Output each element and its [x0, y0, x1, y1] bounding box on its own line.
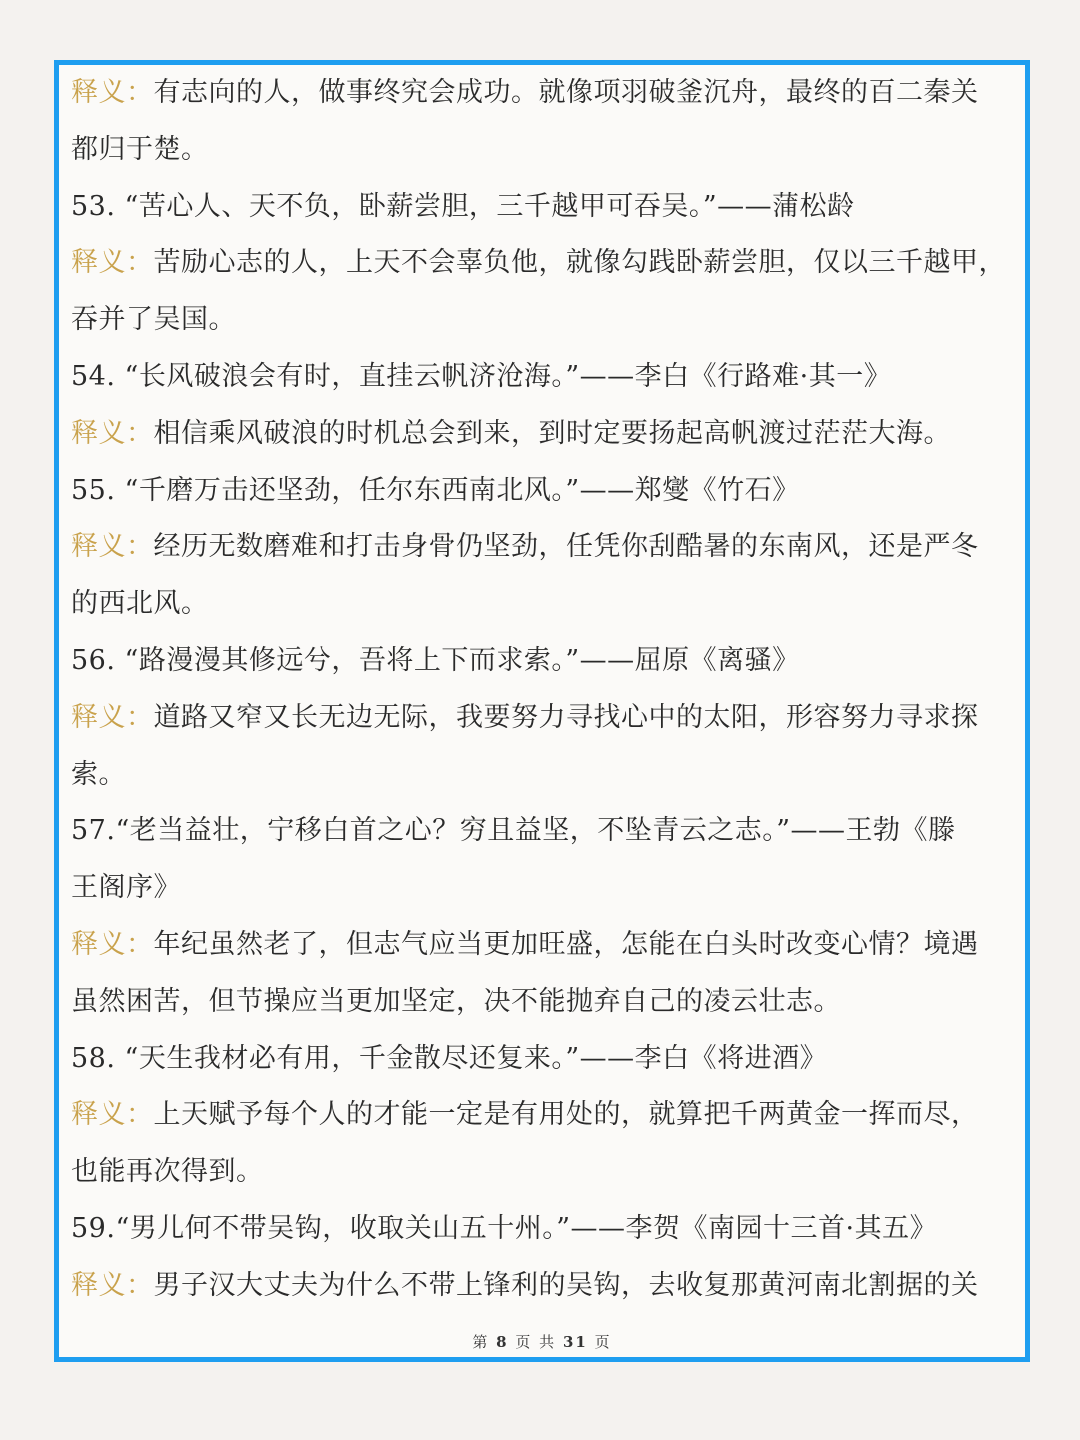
line-text: 年纪虽然老了，但志气应当更加旺盛，怎能在白头时改变心情？境遇 — [153, 928, 979, 960]
text-line — [71, 860, 1021, 917]
text-line — [71, 747, 1021, 804]
line-text: 57.“老当益壮，宁移白首之心？穷且益坚，不坠青云之志。”——王勃《滕 — [71, 815, 956, 847]
text-line — [71, 235, 1021, 292]
text-line — [71, 917, 1021, 974]
line-text: 上天赋予每个人的才能一定是有用处的，就算把千两黄金一挥而尽， — [153, 1099, 979, 1131]
line-text: 56. “路漫漫其修远兮，吾将上下而求索。”——屈原《离骚》 — [71, 644, 800, 676]
line-text: 吞并了吴国。 — [71, 304, 236, 336]
text-line — [71, 122, 1021, 179]
footer-page-number: 8 — [496, 1333, 509, 1351]
quote-line — [71, 803, 1021, 860]
line-text: 也能再次得到。 — [71, 1156, 264, 1188]
line-text: 男子汉大丈夫为什么不带上锋利的吴钩，去收复那黄河南北割据的关 — [153, 1269, 979, 1301]
line-text: 王阁序》 — [71, 872, 181, 904]
footer-middle: 页 共 — [515, 1333, 557, 1351]
text-line — [71, 576, 1021, 633]
line-text: 都归于楚。 — [71, 133, 209, 165]
quote-line — [71, 633, 1021, 690]
quote-line — [71, 179, 1021, 236]
line-text: 虽然困苦，但节操应当更加坚定，决不能抛弃自己的凌云壮志。 — [71, 985, 841, 1017]
document-body — [71, 65, 1021, 1315]
text-line — [71, 1087, 1021, 1144]
line-text: 的西北风。 — [71, 588, 209, 620]
line-text: 59.“男儿何不带吴钩，收取关山五十州。”——李贺《南园十三首·其五》 — [71, 1212, 938, 1244]
line-text: 58. “天生我材必有用，千金散尽还复来。”——李白《将进酒》 — [71, 1042, 828, 1074]
explanation-label: 释义： — [71, 701, 154, 733]
line-text: 53. “苦心人、天不负，卧薪尝胆，三千越甲可吞吴。”——蒲松龄 — [71, 190, 855, 222]
footer-total-pages: 31 — [562, 1333, 588, 1351]
line-text: 相信乘风破浪的时机总会到来，到时定要扬起高帆渡过茫茫大海。 — [153, 417, 951, 449]
explanation-label: 释义： — [71, 77, 154, 108]
page-footer — [59, 1331, 1025, 1352]
text-line — [71, 690, 1021, 747]
text-line — [71, 65, 1021, 122]
text-line — [71, 406, 1021, 463]
text-line — [71, 1144, 1021, 1201]
text-line — [71, 292, 1021, 349]
explanation-label: 释义： — [71, 247, 154, 279]
text-line — [71, 1258, 1021, 1315]
line-text: 55. “千磨万击还坚劲，任尔东西南北风。”——郑燮《竹石》 — [71, 474, 800, 506]
quote-line — [71, 1201, 1021, 1258]
line-text: 索。 — [71, 758, 126, 790]
footer-prefix: 第 — [472, 1333, 490, 1351]
quote-line — [71, 463, 1021, 520]
explanation-label: 释义： — [71, 928, 154, 960]
quote-line — [71, 1031, 1021, 1088]
explanation-label: 释义： — [71, 531, 154, 563]
line-text: 经历无数磨难和打击身骨仍坚劲，任凭你刮酷暑的东南风，还是严冬 — [153, 531, 979, 563]
line-text: 有志向的人，做事终究会成功。就像项羽破釜沉舟，最终的百二秦关 — [153, 77, 979, 108]
explanation-label: 释义： — [71, 417, 154, 449]
text-line — [71, 974, 1021, 1031]
quote-line — [71, 349, 1021, 406]
line-text: 道路又窄又长无边无际，我要努力寻找心中的太阳，形容努力寻求探 — [153, 701, 979, 733]
line-text: 54. “长风破浪会有时，直挂云帆济沧海。”——李白《行路难·其一》 — [71, 360, 892, 392]
footer-suffix: 页 — [594, 1333, 612, 1351]
line-text: 苦励心志的人，上天不会辜负他，就像勾践卧薪尝胆，仅以三千越甲， — [153, 247, 1006, 279]
explanation-label: 释义： — [71, 1269, 154, 1301]
page-frame — [54, 60, 1030, 1362]
text-line — [71, 519, 1021, 576]
explanation-label: 释义： — [71, 1099, 154, 1131]
